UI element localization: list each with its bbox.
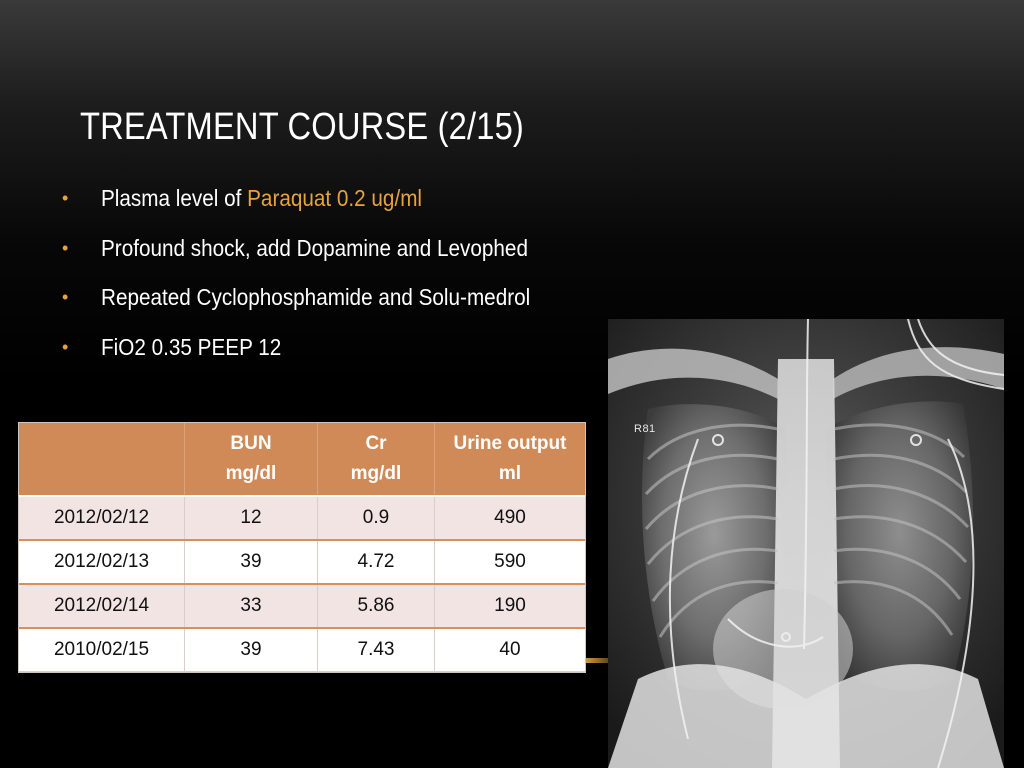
bullet-dot-icon: • — [62, 287, 69, 307]
header-line: Cr — [365, 433, 387, 454]
bullet-list — [62, 180, 622, 378]
table-header-urine-output — [435, 423, 586, 496]
cell-cr: 7.43 — [318, 628, 435, 672]
header-unit: mg/dl — [350, 463, 402, 484]
cell-urine-output: 190 — [435, 584, 586, 628]
table-row — [19, 584, 585, 628]
cell-cr: 0.9 — [318, 496, 435, 540]
cell-urine-output: 490 — [435, 496, 586, 540]
bullet-text — [101, 180, 422, 216]
header-line: BUN — [230, 433, 272, 454]
bullet-dot-icon: • — [62, 336, 69, 357]
chest-xray-drawing — [608, 319, 1004, 768]
bullet-text: FiO2 0.35 PEEP 12 — [101, 333, 282, 360]
header-unit: ml — [498, 463, 522, 484]
cell-urine-output: 590 — [435, 540, 586, 584]
header-unit: mg/dl — [225, 463, 277, 484]
bullet-text-highlight: Paraquat 0.2 ug/ml — [247, 185, 423, 211]
cell-bun: 39 — [185, 628, 318, 672]
bullet-item — [62, 279, 622, 329]
lab-results-table — [19, 423, 585, 672]
table-header-bun — [185, 423, 318, 496]
header-line: Urine output — [453, 433, 567, 454]
bullet-text: Repeated Cyclophosphamide and Solu-medrol — [101, 284, 531, 310]
bullet-dot-icon: • — [62, 237, 69, 258]
cell-cr: 4.72 — [318, 540, 435, 584]
chest-xray-image — [608, 319, 1004, 768]
cell-date: 2012/02/12 — [19, 496, 185, 540]
table-row — [19, 496, 585, 540]
slide-title: TREATMENT COURSE (2/15) — [80, 106, 524, 148]
cell-bun: 39 — [185, 540, 318, 584]
xray-marker-label: R81 — [634, 423, 656, 435]
bullet-text-plain: Plasma level of — [101, 185, 248, 211]
cell-date: 2012/02/14 — [19, 584, 185, 628]
bullet-item — [62, 329, 622, 379]
table-header-cr — [318, 423, 435, 496]
table-header-date — [19, 423, 185, 496]
table-header-row — [19, 423, 585, 496]
bullet-text: Profound shock, add Dopamine and Levophed — [101, 234, 528, 261]
bullet-dot-icon: • — [62, 188, 69, 208]
cell-date: 2012/02/13 — [19, 540, 185, 584]
table-row — [19, 628, 585, 672]
bullet-item — [62, 180, 622, 230]
bullet-item — [62, 230, 622, 280]
cell-bun: 12 — [185, 496, 318, 540]
cell-bun: 33 — [185, 584, 318, 628]
cell-date: 2010/02/15 — [19, 628, 185, 672]
cell-urine-output: 40 — [435, 628, 586, 672]
cell-cr: 5.86 — [318, 584, 435, 628]
table-row — [19, 540, 585, 584]
